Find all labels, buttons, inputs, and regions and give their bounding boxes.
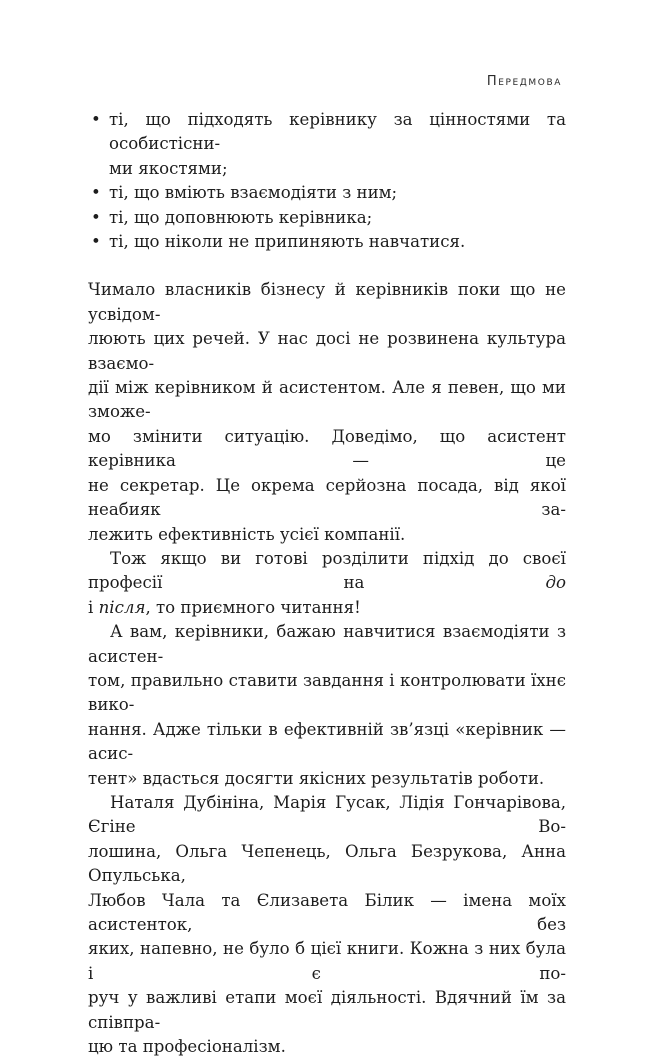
text-line: яких, напевно, не було б цієї книги. Кожна з них була і є по- (88, 939, 566, 983)
italic-word: після (98, 597, 146, 617)
text-line: Чимало власників бізнесу й керівників поки що не усвідом- (88, 280, 566, 324)
text-line: руч у важливі етапи моєї діяльності. Вдячний їм за співпра- (88, 988, 566, 1032)
paragraph (88, 791, 566, 1059)
running-head: Передмова (486, 74, 562, 89)
text-line: ми якостями; (109, 158, 228, 178)
bullet-dot-icon: • (91, 110, 101, 129)
text-line: лошина, Ольга Чепенець, Ольга Безрукова, Анна Опульська, (88, 841, 566, 886)
text-fragment: і (88, 597, 99, 617)
text-line: ті, що ніколи не припиняють навчатися. (109, 232, 466, 252)
bullet-item (88, 230, 566, 254)
text-line: Любов Чала та Єлизавета Білик — імена моїх асистенток, без (88, 890, 566, 934)
text-line: том, правильно ставити завдання і контролювати їхнє вико- (88, 670, 566, 715)
italic-word: до (545, 573, 566, 593)
text-line: цю та професіоналізм. (88, 1037, 286, 1057)
text-line: дії між керівником й асистентом. Але я певен, що ми зможе- (88, 378, 566, 422)
text-fragment: Тож якщо ви готові розділити підхід до своєї професії на (88, 548, 566, 593)
bullet-dot-icon: • (91, 207, 101, 227)
text-line: ті, що вміють взаємодіяти з ним; (109, 183, 398, 203)
paragraph (88, 547, 566, 620)
page-body (88, 108, 566, 1059)
bullet-list (88, 108, 566, 254)
text-line: лежить ефективність усієї компанії. (88, 524, 406, 544)
paragraph (88, 278, 566, 546)
text-line: не секретар. Це окрема серйозна посада, від якої неабияк за- (88, 475, 566, 520)
bullet-item (88, 181, 566, 205)
text-line: Наталя Дубініна, Марія Гусак, Лідія Гончарівова, Єгіне Во- (88, 792, 566, 837)
bullet-dot-icon: • (91, 232, 101, 252)
text-line: тент» вдасться досягти якісних результатів роботи. (88, 768, 545, 788)
text-line (88, 596, 566, 620)
text-line: нання. Адже тільки в ефективній зв’язці «керівник — асис- (88, 719, 566, 764)
text-line: мо змінити ситуацію. Доведімо, що асистент керівника — це (88, 426, 566, 471)
text-line (88, 547, 566, 596)
text-line: ті, що підходять керівнику за цінностями та особистісни- (109, 110, 566, 154)
bullet-dot-icon: • (91, 183, 101, 203)
bullet-item (88, 206, 566, 230)
bullet-item (88, 108, 566, 181)
text-fragment: , то приємного читання! (145, 597, 361, 617)
text-line: А вам, керівники, бажаю навчитися взаємодіяти з асистен- (88, 622, 566, 666)
paragraph (88, 620, 566, 791)
text-line: люють цих речей. У нас досі не розвинена культура взаємо- (88, 329, 566, 373)
text-line: ті, що доповнюють керівника; (109, 207, 373, 227)
